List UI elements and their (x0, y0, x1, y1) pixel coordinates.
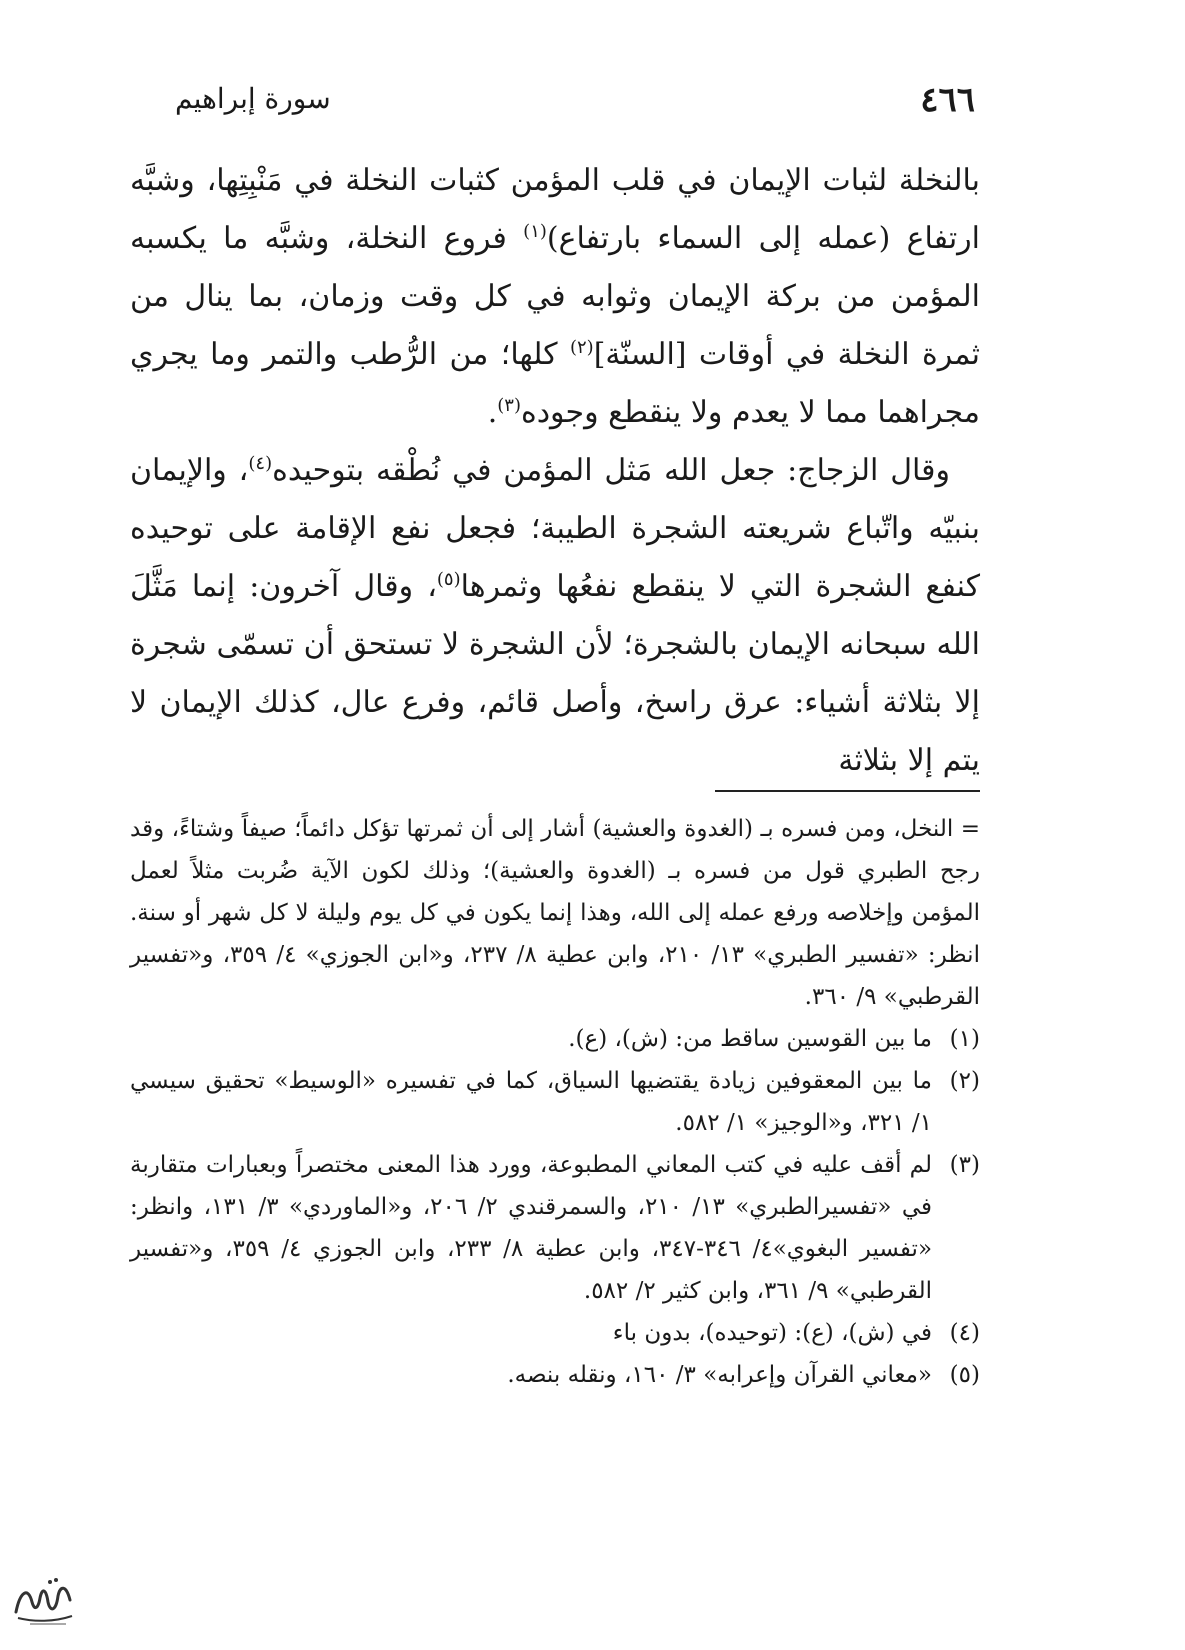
paragraph-2 (130, 442, 980, 790)
footnote-ref-5: (٥) (436, 569, 461, 590)
page-number: ٤٦٦ (920, 80, 975, 120)
footnote-number: (٢) (949, 1068, 980, 1094)
footnote-3 (130, 1144, 980, 1312)
paragraph-2-text-b: ، والإيمان بنبيّه واتّباع شريعته الشجرة الطيبة؛ فجعل نفع الإقامة على توحيده كنفع الشجرة التي لا ينقطع نفعُها وثمرها (130, 453, 980, 604)
footnote-ref-4: (٤) (248, 453, 273, 474)
paragraph-1-text-d: . (487, 395, 498, 430)
paragraph-1 (130, 152, 980, 442)
footnote-text: ما بين القوسين ساقط من: (ش)، (ع). (568, 1026, 932, 1052)
footnote-text: «معاني القرآن وإعرابه» ٣/ ١٦٠، ونقله بنصه. (507, 1362, 932, 1388)
footnote-continuation: = النخل، ومن فسره بـ (الغدوة والعشية) أشار إلى أن ثمرتها تؤكل دائماً؛ صيفاً وشتاءً، وقد رجح الطبري قول من فسره بـ (الغدوة والعشية)؛ وذلك لكون الآية ضُربت مثلاً لعمل المؤمن وإخلاصه ورفع عمله إلى الله، وهذا إنما يكون في كل يوم وليلة لا كل شهر أو سنة. انظر: «تفسير الطبري» ١٣/ ٢١٠، وابن عطية ٨/ ٢٣٧، و«ابن الجوزي» ٤/ ٣٥٩، و«تفسير القرطبي» ٩/ ٣٦٠. (130, 816, 980, 1010)
footnote-number: (١) (949, 1026, 980, 1052)
calligraphy-watermark-logo-icon (10, 1572, 80, 1628)
footnote-separator (715, 790, 980, 792)
footnote-number: (٣) (949, 1152, 980, 1178)
footnote-number: (٥) (949, 1362, 980, 1388)
footnote-number: (٤) (949, 1320, 980, 1346)
surah-title: سورة إبراهيم (175, 82, 331, 115)
footnote-ref-3: (٣) (497, 395, 521, 416)
footnote-1 (130, 1018, 980, 1060)
main-text (130, 152, 980, 790)
page-header (175, 78, 975, 128)
footnote-ref-2: (٢) (569, 337, 594, 358)
paragraph-2-text-c: ، وقال آخرون: إنما مَثَّلَ الله سبحانه الإيمان بالشجرة؛ لأن الشجرة لا تستحق أن تسمّى شجرة إلا بثلاثة أشياء: عرق راسخ، وأصل قائم، وفرع عال، كذلك الإيمان لا يتم إلا بثلاثة (130, 569, 980, 778)
paragraph-1-text-c: كلها؛ من الرُّطب والتمر وما يجري مجراهما مما لا يعدم ولا ينقطع وجوده (130, 337, 980, 430)
footnote-2 (130, 1060, 980, 1144)
paragraph-1-text-a: بالنخلة لثبات الإيمان في قلب المؤمن كثبات النخلة في مَنْبِتِها، وشبَّه ارتفاع (عمله إلى السماء بارتفاع) (130, 163, 980, 256)
footnote-4 (130, 1312, 980, 1354)
footnotes (130, 808, 980, 1396)
paragraph-2-text-a: وقال الزجاج: جعل الله مَثل المؤمن في نُطْقه بتوحيده (272, 453, 951, 488)
footnote-text: لم أقف عليه في كتب المعاني المطبوعة، وورد هذا المعنى مختصراً وبعبارات متقاربة في «تفسيرالطبري» ١٣/ ٢١٠، والسمرقندي ٢/ ٢٠٦، و«الماوردي» ٣/ ١٣١، وانظر: «تفسير البغوي»٤/ ٣٤٦-٣٤٧، وابن عطية ٨/ ٢٣٣، وابن الجوزي ٤/ ٣٥٩، و«تفسير القرطبي» ٩/ ٣٦١، وابن كثير ٢/ ٥٨٢. (130, 1152, 933, 1304)
footnote-ref-1: (١) (523, 221, 547, 242)
footnote-5 (130, 1354, 980, 1396)
footnote-text: في (ش)، (ع): (توحيده)، بدون باء (612, 1320, 932, 1346)
paragraph-1-text-b: فروع النخلة، وشبَّه ما يكسبه المؤمن من بركة الإيمان وثوابه في كل وقت وزمان، بما ينال من ثمرة النخلة في أوقات [السنّة] (130, 221, 980, 372)
footnote-text: ما بين المعقوفين زيادة يقتضيها السياق، كما في تفسيره «الوسيط» تحقيق سيسي ١/ ٣٢١، و«الوجيز» ١/ ٥٨٢. (130, 1068, 932, 1136)
